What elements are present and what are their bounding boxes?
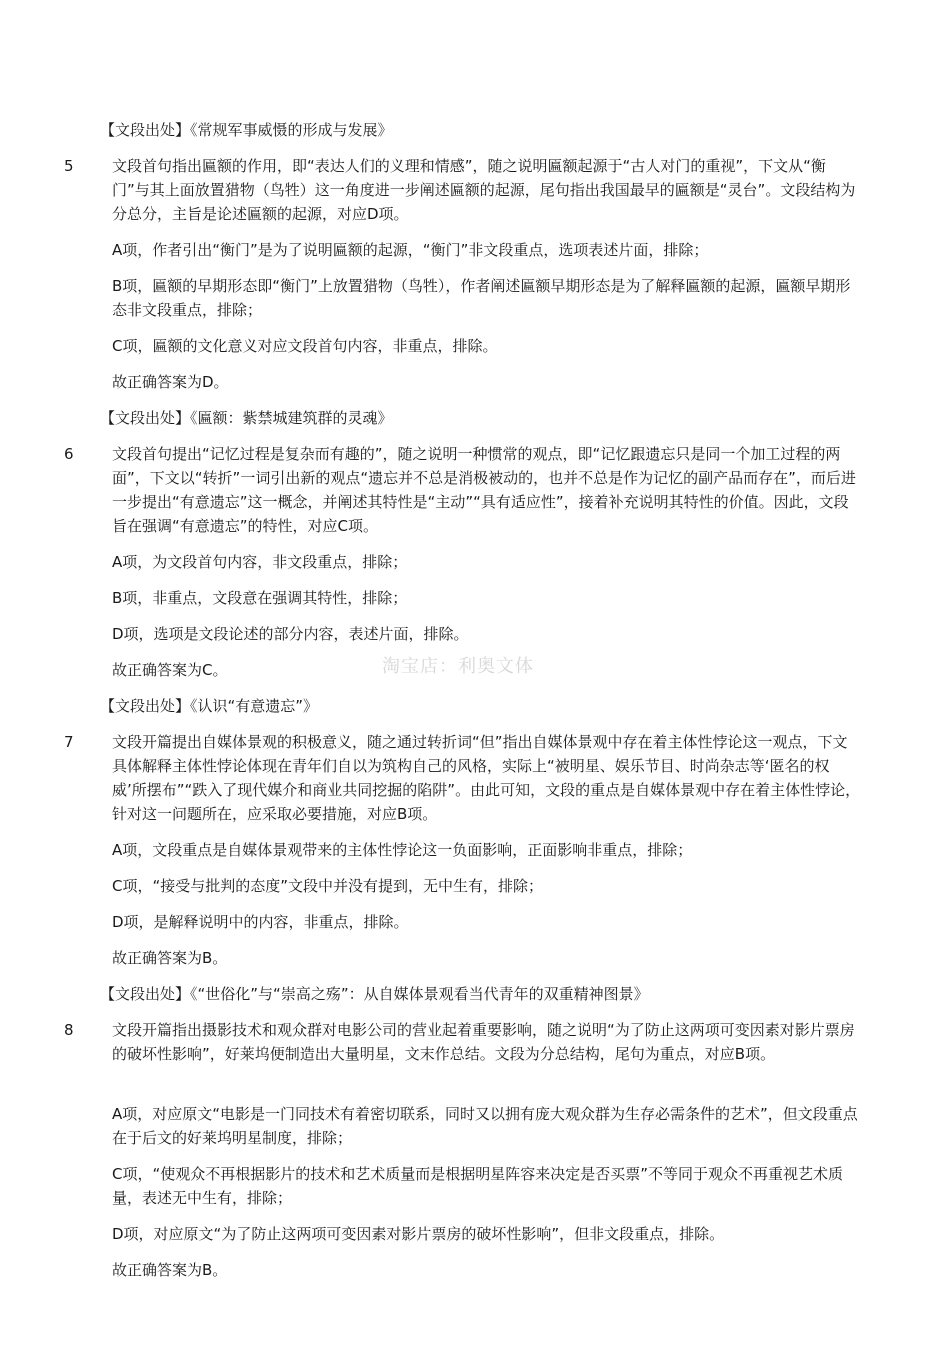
option-explanation: D项，对应原文“为了防止这两项可变因素对影片票房的破坏性影响”，但非文段重点，排除。: [112, 1225, 725, 1243]
answer-line: 故正确答案为D。: [112, 373, 229, 391]
source-line: 【文段出处】《认识“有意遗忘”》: [100, 697, 319, 715]
analysis-paragraph: 文段开篇指出摄影技术和观众群对电影公司的营业起着重要影响，随之说明“为了防止这两项可变因素对影片票房的破坏性影响”，好莱坞便制造出大量明星，文末作总结。文段为分总结构，尾句为重点，对应B项。: [112, 1021, 855, 1063]
answer-line: 故正确答案为B。: [112, 949, 228, 967]
question-number: 8: [64, 1021, 74, 1039]
question-number: 6: [64, 445, 74, 463]
option-explanation: D项，是解释说明中的内容，非重点，排除。: [112, 913, 409, 931]
analysis-paragraph: 文段开篇提出自媒体景观的积极意义，随之通过转折词“但”指出自媒体景观中存在着主体性悖论这一观点，下文具体解释主体性悖论体现在青年们自以为筑构自己的风格，实际上“被明星、娱乐节目、时尚杂志等‘匿名的权威’所摆布”“跌入了现代媒介和商业共同挖掘的陷阱”。由此可知，文段的重点是自媒体景观中存在着主体性悖论，针对这一问题所在，应采取必要措施，对应B项。: [112, 733, 861, 823]
question-number: 7: [64, 733, 74, 751]
option-explanation: A项，文段重点是自媒体景观带来的主体性悖论这一负面影响，正面影响非重点，排除；: [112, 841, 693, 859]
option-explanation: B项，非重点，文段意在强调其特性，排除；: [112, 589, 408, 607]
option-explanation: A项，对应原文“电影是一门同技术有着密切联系，同时又以拥有庞大观众群为生存必需条件的艺术”，但文段重点在于后文的好莱坞明星制度，排除；: [112, 1105, 858, 1147]
question-number: 5: [64, 157, 74, 175]
answer-line: 故正确答案为B。: [112, 1261, 228, 1279]
watermark-text: 淘宝店：利奥文体: [382, 656, 534, 677]
option-explanation: B项，匾额的早期形态即“衡门”上放置猎物（鸟牲），作者阐述匾额早期形态是为了解释匾额的起源，匾额早期形态非文段重点，排除；: [112, 277, 851, 319]
option-explanation: C项，匾额的文化意义对应文段首句内容，非重点，排除。: [112, 337, 498, 355]
option-explanation: D项，选项是文段论述的部分内容，表述片面，排除。: [112, 625, 469, 643]
analysis-paragraph: 文段首句指出匾额的作用，即“表达人们的义理和情感”，随之说明匾额起源于“古人对门的重视”，下文从“衡门”与其上面放置猎物（鸟牲）这一角度进一步阐述匾额的起源，尾句指出我国最早的匾额是“灵台”。文段结构为分总分，主旨是论述匾额的起源，对应D项。: [112, 157, 856, 223]
answer-line: 故正确答案为C。: [112, 661, 228, 679]
analysis-paragraph: 文段首句提出“记忆过程是复杂而有趣的”，随之说明一种惯常的观点，即“记忆跟遗忘只是同一个加工过程的两面”，下文以“转折”一词引出新的观点“遗忘并不总是消极被动的，也并不总是作为记忆的副产品而存在”，而后进一步提出“有意遗忘”这一概念，并阐述其特性是“主动”“具有适应性”，接着补充说明其特性的价值。因此，文段旨在强调“有意遗忘”的特性，对应C项。: [112, 445, 856, 535]
option-explanation: A项，为文段首句内容，非文段重点，排除；: [112, 553, 408, 571]
option-explanation: A项，作者引出“衡门”是为了说明匾额的起源，“衡门”非文段重点，选项表述片面，排除；: [112, 241, 709, 259]
source-line: 【文段出处】《“世俗化”与“崇高之殇”：从自媒体景观看当代青年的双重精神图景》: [100, 985, 649, 1003]
source-line: 【文段出处】《常规军事威慑的形成与发展》: [100, 121, 393, 139]
option-explanation: C项，“使观众不再根据影片的技术和艺术质量而是根据明星阵容来决定是否买票”不等同于观众不再重视艺术质量，表述无中生有，排除；: [112, 1165, 844, 1207]
option-explanation: C项，“接受与批判的态度”文段中并没有提到，无中生有，排除；: [112, 877, 544, 895]
source-line: 【文段出处】《匾额：紫禁城建筑群的灵魂》: [100, 409, 393, 427]
